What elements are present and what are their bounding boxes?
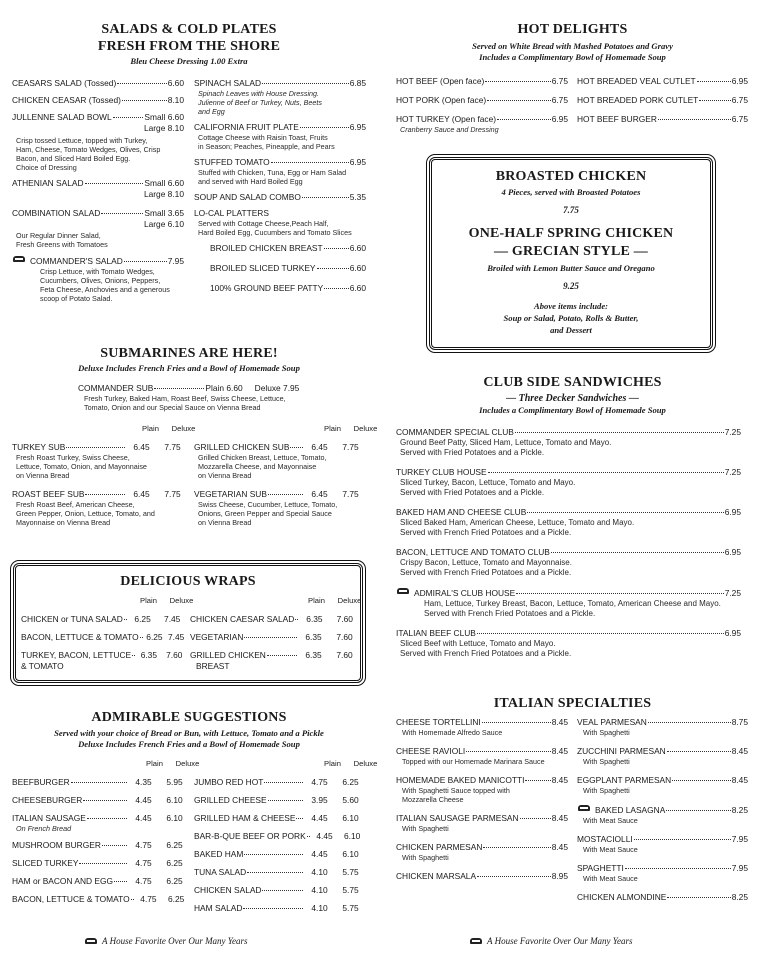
item-description: With Spaghetti <box>583 728 630 737</box>
item-description: Fresh Roast Turkey, Swiss Cheese, Lettuce, Tomato, Onion, and Mayonnaise on Vienna Bread <box>16 453 147 480</box>
menu-item: CHEESE TORTELLINI 8.45 <box>396 717 568 727</box>
item-description: With Meat Sauce <box>583 874 638 883</box>
wraps-price-header: Plain Deluxe <box>140 596 194 605</box>
italian-left <box>396 717 568 882</box>
menu-item: LO-CAL PLATTERS <box>194 208 269 218</box>
item-description: Fresh Turkey, Baked Ham, Roast Beef, Swiss Cheese, Lettuce, Tomato, Onion and our Special Sauce on Vienna Bread <box>84 394 286 412</box>
salads-title-2: FRESH FROM THE SHORE <box>97 39 281 54</box>
item-description: With Homemade Alfredo Sauce <box>402 728 503 737</box>
admirable-title: ADMIRABLE SUGGESTIONS <box>91 710 287 725</box>
menu-item: EGGPLANT PARMESAN 8.45 <box>577 775 748 785</box>
item-description: Spinach Leaves with House Dressing. Julienne of Beef or Turkey, Nuts, Beets and Egg <box>198 89 322 116</box>
admirable-left <box>12 777 190 905</box>
admirable-price-header: Plain Deluxe <box>146 759 200 768</box>
crown-icon <box>84 937 98 946</box>
menu-item: TURKEY CLUB HOUSE 7.25 <box>396 467 741 477</box>
menu-item: CHICKEN or TUNA SALAD 6.25 7.45 <box>21 614 181 624</box>
item-description: Cottage Cheese with Raisin Toast, Fruits in Season; Peaches, Pineapple, and Pears <box>198 133 335 151</box>
footer-left: A House Favorite Over Our Many Years <box>84 936 248 946</box>
item-name-cont: & TOMATO <box>21 661 64 671</box>
grecian-title: ONE-HALF SPRING CHICKEN <box>468 226 674 241</box>
menu-item: VEGETARIAN SUB 6.45 7.75 <box>194 489 359 499</box>
menu-item: HOT PORK (Open face) 6.75 <box>396 95 568 105</box>
menu-item: BACON, LETTUCE & TOMATO 4.75 6.25 <box>12 894 185 904</box>
menu-item: BAKED LASAGNA 8.25 <box>577 804 748 816</box>
broasted-note: 4 Pieces, served with Broasted Potatoes <box>501 187 641 197</box>
hot-title: HOT DELIGHTS <box>517 22 628 37</box>
menu-item: CHEESEBURGER 4.45 6.10 <box>12 795 183 805</box>
item-description: Sliced Turkey, Bacon, Lettuce, Tomato and Mayo. Served with Fried Potatoes and a Pickle. <box>400 478 576 497</box>
menu-item: CHICKEN PARMESAN 8.45 <box>396 842 568 852</box>
subs-left <box>12 442 188 527</box>
menu-item: MOSTACIOLLI 7.95 <box>577 834 748 844</box>
menu-item: BAKED HAM AND CHEESE CLUB 6.95 <box>396 507 741 517</box>
menu-item: GRILLED HAM & CHEESE 4.45 6.10 <box>194 813 359 823</box>
menu-item: BEEFBURGER 4.35 5.95 <box>12 777 183 787</box>
menu-item: CEASARS SALAD (Tossed) 6.60 <box>12 78 184 88</box>
menu-item: HOT BREADED VEAL CUTLET 6.95 <box>577 76 748 86</box>
menu-item: CHICKEN ALMONDINE 8.25 <box>577 892 748 902</box>
subs-section <box>10 345 368 374</box>
menu-item: SPAGHETTI 7.95 <box>577 863 748 873</box>
hot-note-2: Includes a Complimentary Bowl of Homemade Soup <box>479 52 666 62</box>
menu-item: COMBINATION SALAD Small 3.65 <box>12 208 184 218</box>
admirable-note-2: Deluxe Includes French Fries and a Bowl of Homemade Soup <box>78 739 300 749</box>
include-note-3: and Dessert <box>550 325 592 335</box>
grecian-note: Broiled with Lemon Butter Sauce and Oregano <box>487 263 655 273</box>
item-description: Swiss Cheese, Cucumber, Lettuce, Tomato, Onions, Green Pepper and Special Sauce on Vienna Bread <box>198 500 338 527</box>
menu-item: CHICKEN SALAD 4.10 5.75 <box>194 885 359 895</box>
wraps-title: DELICIOUS WRAPS <box>120 574 256 589</box>
salads-title: SALADS & COLD PLATES <box>101 22 277 37</box>
admirable-section <box>10 709 368 750</box>
wraps-left <box>21 614 187 671</box>
italian-right <box>577 717 748 903</box>
item-description: Our Regular Dinner Salad, Fresh Greens with Tomatoes <box>16 231 108 249</box>
menu-item: BROILED CHICKEN BREAST 6.60 <box>210 243 366 253</box>
club-title: CLUB SIDE SANDWICHES <box>483 375 662 390</box>
price-large: Large 8.10 <box>143 123 184 133</box>
hot-section <box>395 21 750 63</box>
menu-item: COMMANDER SPECIAL CLUB 7.25 <box>396 427 741 437</box>
crown-icon <box>469 937 483 946</box>
menu-item: HOT TURKEY (Open face) 6.95 <box>396 114 568 124</box>
menu-item: BROILED SLICED TURKEY 6.60 <box>210 263 366 273</box>
menu-item: GRILLED CHEESE 3.95 5.60 <box>194 795 359 805</box>
subs-note: Deluxe Includes French Fries and a Bowl of Homemade Soup <box>78 363 300 373</box>
menu-item: SPINACH SALAD 6.85 <box>194 78 366 88</box>
menu-item: COMMANDER'S SALAD 7.95 <box>12 255 184 267</box>
menu-item: ADMIRAL'S CLUB HOUSE 7.25 <box>396 587 741 599</box>
menu-item: HOMEMADE BAKED MANICOTTI 8.45 <box>396 775 568 785</box>
hot-right <box>577 76 748 125</box>
item-description: Cranberry Sauce and Dressing <box>400 125 499 134</box>
crown-icon <box>396 587 410 596</box>
menu-item: MUSHROOM BURGER 4.75 6.25 <box>12 840 183 850</box>
admirable-right <box>194 777 366 914</box>
salads-left <box>12 78 184 303</box>
italian-title: ITALIAN SPECIALTIES <box>493 696 652 711</box>
broasted-price: 7.75 <box>563 205 579 215</box>
menu-item: ROAST BEEF SUB 6.45 7.75 <box>12 489 181 499</box>
salads-section <box>10 21 368 67</box>
crown-icon <box>12 255 26 264</box>
item-description: Ham, Lettuce, Turkey Breast, Bacon, Lettuce, Tomato, American Cheese and Mayo. Served with French Fried Potatoes and a Pickle. <box>424 599 721 618</box>
include-note-2: Soup or Salad, Potato, Rolls & Butter, <box>503 313 639 323</box>
menu-item: STUFFED TOMATO 6.95 <box>194 157 366 167</box>
club-items <box>396 427 741 659</box>
menu-item: COMMANDER SUB Plain 6.60 Deluxe 7.95 <box>78 383 300 393</box>
item-description: Fresh Roast Beef, American Cheese, Green Pepper, Onion, Lettuce, Tomato, and Mayonnaise on Vienna Bread <box>16 500 155 527</box>
menu-item: GRILLED CHICKEN 6.35 7.60 <box>190 650 353 660</box>
item-description: With Spaghetti <box>583 757 630 766</box>
price-large: Large 6.10 <box>143 219 184 229</box>
salads-right <box>194 78 366 294</box>
item-description: On French Bread <box>16 824 72 833</box>
wraps-box <box>13 563 363 683</box>
broasted-title: BROASTED CHICKEN <box>495 169 647 184</box>
footer-right: A House Favorite Over Our Many Years <box>469 936 633 946</box>
wraps-price-header-2: Plain Deluxe <box>308 596 362 605</box>
item-description: Sliced Beef with Lettuce, Tomato and Mayo. Served with French Fried Potatoes and a Pickle. <box>400 639 572 658</box>
item-description: With Spaghetti Sauce topped with Mozzarella Cheese <box>402 786 510 804</box>
menu-item: ITALIAN BEEF CLUB 6.95 <box>396 628 741 638</box>
broasted-box <box>429 157 713 350</box>
salads-note: Bleu Cheese Dressing 1.00 Extra <box>130 56 248 66</box>
menu-item: TURKEY SUB 6.45 7.75 <box>12 442 181 452</box>
item-description: Crispy Bacon, Lettuce, Tomato and Mayonnaise. Served with French Fried Potatoes and a Pickle. <box>400 558 572 577</box>
menu-item: SOUP AND SALAD COMBO 5.35 <box>194 192 366 202</box>
menu-item: SLICED TURKEY 4.75 6.25 <box>12 858 183 868</box>
admirable-price-header-2: Plain Deluxe <box>324 759 378 768</box>
menu-item: ITALIAN SAUSAGE PARMESAN 8.45 <box>396 813 568 823</box>
item-description: With Spaghetti <box>583 786 630 795</box>
commander-sub <box>78 383 338 412</box>
menu-item: CHICKEN CEASAR (Tossed) 8.10 <box>12 95 184 105</box>
item-description: Grilled Chicken Breast, Lettuce, Tomato, Mozzarella Cheese, and Mayonnaise on Vienna Bread <box>198 453 327 480</box>
wraps-right <box>190 614 360 671</box>
item-description: With Meat Sauce <box>583 816 638 825</box>
menu-item: CHICKEN MARSALA 8.95 <box>396 871 568 881</box>
menu-item: HAM SALAD 4.10 5.75 <box>194 903 359 913</box>
menu-item: VEGETARIAN 6.35 7.60 <box>190 632 353 642</box>
menu-item: GRILLED CHICKEN SUB 6.45 7.75 <box>194 442 359 452</box>
item-description: Served with Cottage Cheese,Peach Half, Hard Boiled Egg, Cucumbers and Tomato Slices <box>198 219 352 237</box>
item-description: Ground Beef Patty, Sliced Ham, Lettuce, Tomato and Mayo. Served with Fried Potatoes and a Pickle. <box>400 438 612 457</box>
club-subtitle: — Three Decker Sandwiches — <box>506 393 639 404</box>
grecian-price: 9.25 <box>563 281 579 291</box>
item-description: Topped with our Homemade Marinara Sauce <box>402 757 545 766</box>
menu-item: BAR-B-QUE BEEF OR PORK 4.45 6.10 <box>194 831 361 841</box>
menu-item: TURKEY, BACON, LETTUCE 6.35 7.60 <box>21 650 183 660</box>
item-description: Crisp tossed Lettuce, topped with Turkey, Ham, Cheese, Tomato Wedges, Olives, Crisp Bacon, and Sliced Hard Boiled Egg. Choice of Dressing <box>16 136 161 172</box>
hot-note: Served on White Bread with Mashed Potatoes and Gravy <box>472 41 673 51</box>
hot-left <box>396 76 568 134</box>
menu-item: JUMBO RED HOT 4.75 6.25 <box>194 777 359 787</box>
subs-price-header: Plain Deluxe <box>142 424 196 433</box>
menu-item: ATHENIAN SALAD Small 6.60 <box>12 178 184 188</box>
italian-section <box>395 695 750 712</box>
item-description: With Spaghetti <box>402 853 449 862</box>
item-description: Stuffed with Chicken, Tuna, Egg or Ham Salad and served with Hard Boiled Egg <box>198 168 347 186</box>
menu-item: HAM or BACON AND EGG 4.75 6.25 <box>12 876 183 886</box>
price-large: Large 8.10 <box>143 189 184 199</box>
menu-item: ITALIAN SAUSAGE 4.45 6.10 <box>12 813 183 823</box>
menu-item: CHEESE RAVIOLI 8.45 <box>396 746 568 756</box>
item-name-cont: BREAST <box>196 661 230 671</box>
item-description: With Spaghetti <box>402 824 449 833</box>
item-description: With Meat Sauce <box>583 845 638 854</box>
subs-title: SUBMARINES ARE HERE! <box>100 346 278 361</box>
menu-item: BACON, LETTUCE AND TOMATO CLUB 6.95 <box>396 547 741 557</box>
club-section <box>395 374 750 416</box>
include-note: Above items include: <box>534 301 608 311</box>
menu-item: VEAL PARMESAN 8.75 <box>577 717 748 727</box>
menu-item: BACON, LETTUCE & TOMATO 6.25 7.45 <box>21 632 185 642</box>
menu-item: TUNA SALAD 4.10 5.75 <box>194 867 359 877</box>
admirable-note: Served with your choice of Bread or Bun, with Lettuce, Tomato and a Pickle <box>54 728 324 738</box>
menu-item: CHICKEN CAESAR SALAD 6.35 7.60 <box>190 614 353 624</box>
menu-item: BAKED HAM 4.45 6.10 <box>194 849 359 859</box>
menu-item: CALIFORNIA FRUIT PLATE 6.95 <box>194 122 366 132</box>
item-description: Sliced Baked Ham, American Cheese, Lettuce, Tomato and Mayo. Served with French Fried Potatoes and a Pickle. <box>400 518 635 537</box>
menu-item: HOT BREADED PORK CUTLET 6.75 <box>577 95 748 105</box>
menu-item: HOT BEEF BURGER 6.75 <box>577 114 748 124</box>
subs-right <box>194 442 366 527</box>
menu-item: 100% GROUND BEEF PATTY 6.60 <box>210 283 366 293</box>
menu-item: HOT BEEF (Open face) 6.75 <box>396 76 568 86</box>
menu-item: ZUCCHINI PARMESAN 8.45 <box>577 746 748 756</box>
crown-icon <box>577 804 591 813</box>
item-description: Crisp Lettuce, with Tomato Wedges, Cucumbers, Olives, Onions, Peppers, Feta Cheese, Anchovies and a generous scoop of Potato Salad. <box>40 267 170 303</box>
club-note: Includes a Complimentary Bowl of Homemade Soup <box>479 405 666 415</box>
subs-price-header-2: Plain Deluxe <box>324 424 378 433</box>
grecian-title-2: — GRECIAN STYLE — <box>494 244 648 259</box>
menu-item: JULLENNE SALAD BOWL Small 6.60 <box>12 112 184 122</box>
